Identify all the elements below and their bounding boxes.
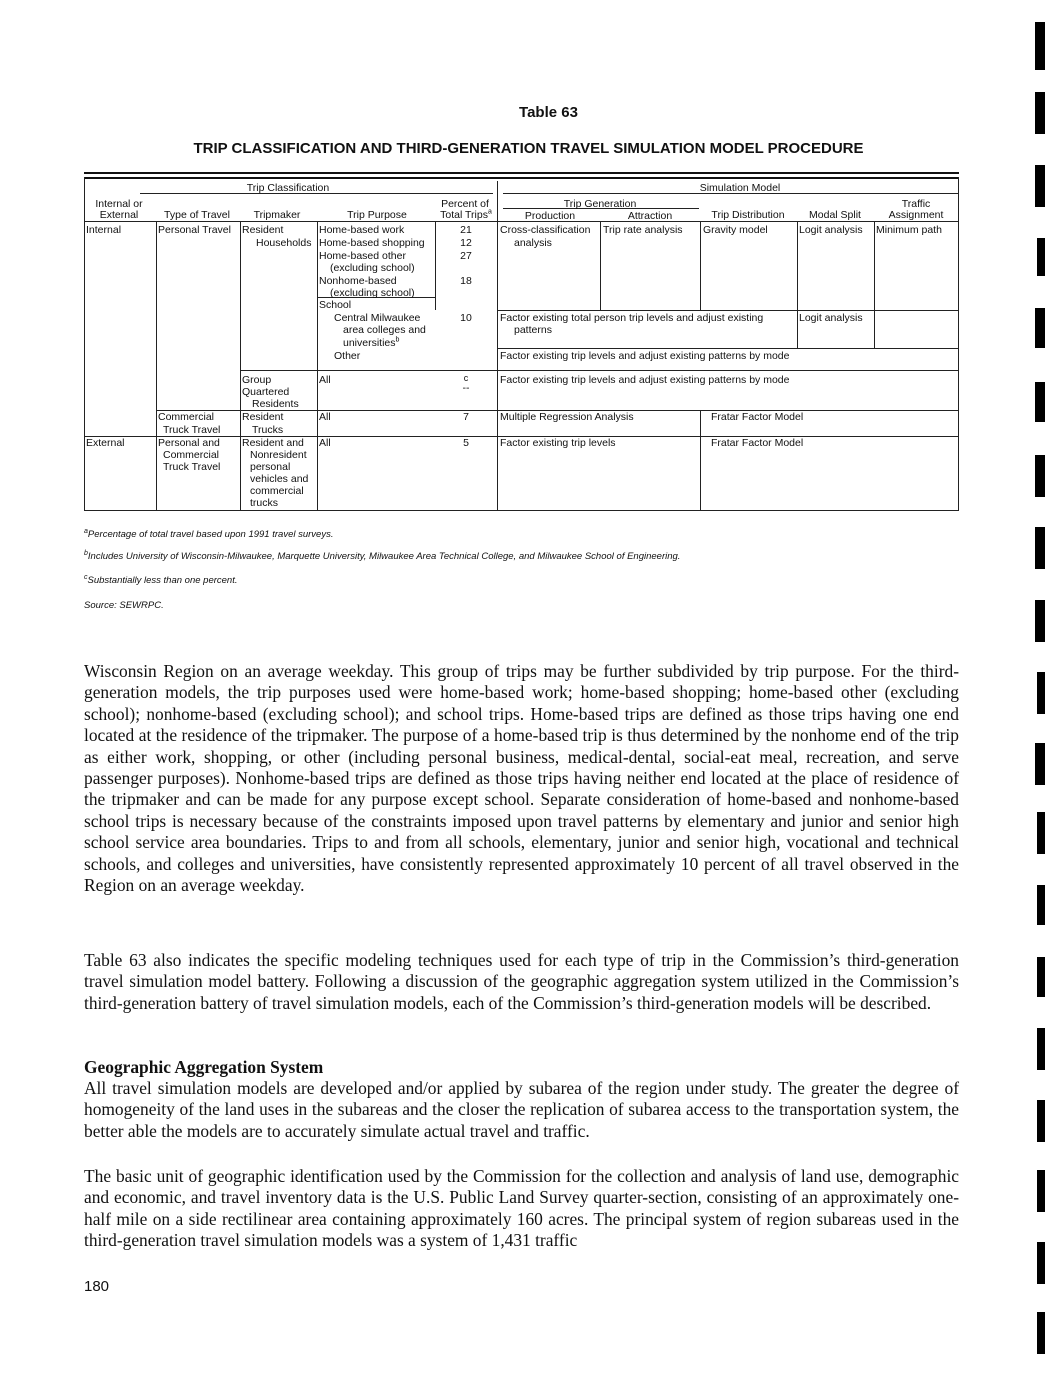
- cell-area-colleges: area colleges and: [343, 324, 426, 336]
- col-line-traffic: [874, 221, 875, 348]
- cell-hb-shopping: Home-based shopping: [319, 237, 425, 249]
- binding-mark: [1037, 1028, 1045, 1070]
- table-title: TRIP CLASSIFICATION AND THIRD-GENERATION TRAVEL SIMULATION MODEL PROCEDURE: [193, 140, 864, 157]
- cell-truck-travel: Truck Travel: [163, 424, 221, 436]
- cell-pct-7: 7: [463, 411, 469, 423]
- binding-mark: [1037, 1100, 1045, 1142]
- cell-personal-and: Personal and: [158, 437, 220, 449]
- binding-mark: [1035, 308, 1045, 348]
- cell-personal: personal: [250, 461, 291, 473]
- binding-mark: [1037, 957, 1045, 997]
- paragraph-subareas: All travel simulation models are developed and/or applied by subarea of the region under study. The greater the degree of homogeneity of the land uses in the subareas and the closer the replication of subarea access to the transportation system, the better able the models are to accurately simulate actual travel and traffic.: [84, 1078, 959, 1141]
- col-line-purpose: [317, 221, 318, 510]
- binding-mark: [1035, 92, 1045, 134]
- table-top-rule: [84, 172, 959, 174]
- section-heading: Geographic Aggregation System: [84, 1057, 324, 1077]
- cell-school: School: [319, 299, 352, 311]
- col-line-modal: [797, 221, 798, 310]
- cell-pct-10: 10: [460, 312, 472, 324]
- table-top-rule-2: [84, 177, 959, 179]
- cell-nonresident: Nonresident: [250, 449, 307, 461]
- table-border-left: [84, 177, 85, 510]
- binding-mark: [1035, 527, 1045, 569]
- binding-mark: [1035, 22, 1045, 70]
- binding-mark: [1037, 1242, 1045, 1284]
- cell-other: Other: [334, 350, 361, 362]
- cell-fratar-1: Fratar Factor Model: [711, 411, 804, 423]
- paragraph-table-reference: Table 63 also indicates the specific modeling techniques used for each type of trip in the Commission’s third-generation travel simulation model battery. Following a discussion of the geographic aggregation system utilized in the Commission’s third-generation battery of travel simulation models, each of the Commission’s third-generation models will be described.: [84, 950, 959, 1013]
- binding-mark: [1035, 382, 1045, 422]
- header-internal-or: Internal or: [95, 198, 143, 210]
- cell-personal-travel: Personal Travel: [158, 224, 231, 236]
- binding-mark: [1035, 165, 1045, 207]
- cell-logit: Logit analysis: [799, 224, 863, 236]
- col-line-distribution-2: [700, 410, 701, 510]
- cell-logit-2: Logit analysis: [799, 312, 863, 324]
- cell-excluding-school: (excluding school): [330, 262, 415, 274]
- header-traffic: Traffic: [901, 198, 931, 210]
- cell-central-milwaukee: Central Milwaukee: [334, 312, 421, 324]
- cell-vehicles-and: vehicles and: [250, 473, 309, 485]
- cell-internal: Internal: [86, 224, 122, 236]
- row-line-3: [240, 370, 958, 371]
- binding-mark: [1037, 1312, 1045, 1354]
- cell-fratar-2: Fratar Factor Model: [711, 437, 804, 449]
- cell-trip-rate: Trip rate analysis: [603, 224, 683, 236]
- cell-truck-travel-2: Truck Travel: [163, 461, 221, 473]
- header-type-of-travel: Type of Travel: [164, 209, 230, 221]
- cell-trucks-2: trucks: [250, 497, 279, 509]
- binding-mark: [1035, 455, 1045, 497]
- cell-resident: Resident: [242, 224, 284, 236]
- cell-excluding-school-2: (excluding school): [330, 287, 415, 299]
- cell-cross-classification: Cross-classification: [500, 224, 591, 236]
- cell-pct-27: 27: [460, 250, 472, 262]
- footnote-a: $^a$Percentage of total travel based upon 1991 travel surveys.: [84, 527, 334, 540]
- cell-hb-other: Home-based other: [319, 250, 406, 262]
- header-percent-of: Percent of: [441, 198, 489, 210]
- header-modal-split: Modal Split: [809, 209, 861, 221]
- col-line-type: [156, 221, 157, 510]
- cell-all-2: All: [319, 411, 331, 423]
- header-total-trips: Total Trips$^a$: [440, 208, 492, 221]
- cell-resident-and: Resident and: [242, 437, 304, 449]
- footnote-b: $^b$Includes University of Wisconsin-Milwaukee, Marquette University, Milwaukee Area Technical College, and Milwaukee School of Engineering.: [84, 549, 681, 562]
- cell-households: Households: [256, 237, 312, 249]
- binding-mark: [1037, 1170, 1045, 1212]
- cell-all-3: All: [319, 437, 331, 449]
- page-number: 180: [84, 1278, 110, 1295]
- header-external: External: [99, 209, 139, 221]
- header-trip-generation: Trip Generation: [563, 198, 637, 210]
- paragraph-quarter-section: The basic unit of geographic identification used by the Commission for the collection and analysis of land use, demographic and economic, and travel inventory data is the U.S. Public Land Survey quarter-section, consisting of an approximately one-half mile on a side rectilinear area containing approximately 160 acres. The principal system of region subareas used in the third-generation travel simulation models was a system of 1,431 traffic: [84, 1166, 959, 1251]
- cell-quartered: Quartered: [242, 386, 290, 398]
- header-production: Production: [524, 210, 576, 222]
- cell-factor-mode-2: Factor existing trip levels and adjust existing patterns by mode: [500, 374, 790, 386]
- binding-mark: [1037, 672, 1045, 714]
- cell-pct-18: 18: [460, 275, 472, 287]
- paragraph-trip-purposes: Wisconsin Region on an average weekday. This group of trips may be further subdivided by trip purpose. For the third-generation models, the trip purposes used were home-based work; home-based shopping; home-based other (excluding school); nonhome-based (excluding school); and school trips. Home-based trips are defined as those trips having one end located at the residence of the tripmaker. The purpose of a home-based trip is thus determined by the nonhome end of the trip as either work, shopping, or other (including personal business, medical-dental, social-eat meal, recreation, and serve passenger purposes). Nonhome-based trips are defined as those trips having neither end located at the place of residence of the tripmaker and can be made for any purpose except school. Separate consideration of home-based and nonhome-based school trips is necessary because of the constraints imposed upon travel patterns by elementary and junior and senior high school service area boundaries. Trips to and from all schools, elementary, junior and senior high, vocational and technical schools, and colleges and universities, have consistently represented approximately 10 percent of all travel observed in the Region on an average weekday.: [84, 661, 959, 896]
- binding-mark: [1035, 600, 1045, 642]
- header-assignment: Assignment: [888, 209, 944, 221]
- header-trip-distribution: Trip Distribution: [711, 209, 785, 221]
- cell-trucks: Trucks: [252, 424, 284, 436]
- cell-commercial-2: Commercial: [163, 449, 220, 461]
- table-number: Table 63: [519, 104, 578, 121]
- group-divider: [497, 181, 498, 510]
- header-attraction: Attraction: [627, 210, 673, 222]
- cell-pct-12: 12: [460, 237, 472, 249]
- cell-group: Group: [242, 374, 272, 386]
- cell-external: External: [86, 437, 125, 449]
- cell-hb-work: Home-based work: [319, 224, 405, 236]
- cell-analysis: analysis: [514, 237, 552, 249]
- col-line-attraction: [600, 221, 601, 310]
- row-line-1: [497, 310, 958, 311]
- cell-minimum-path: Minimum path: [876, 224, 942, 236]
- header-tripmaker: Tripmaker: [253, 209, 301, 221]
- table-source: Source: SEWRPC.: [84, 600, 164, 611]
- cell-resident-2: Resident: [242, 411, 284, 423]
- cell-patterns: patterns: [514, 324, 552, 336]
- binding-mark: [1037, 885, 1045, 925]
- cell-multiple-regression: Multiple Regression Analysis: [500, 411, 634, 423]
- binding-mark: [1037, 812, 1045, 854]
- header-simulation-model: Simulation Model: [699, 182, 781, 194]
- header-trip-purpose: Trip Purpose: [347, 209, 407, 221]
- col-line-tripmaker: [240, 221, 241, 510]
- cell-residents: Residents: [252, 398, 299, 410]
- footnote-c: $^c$Substantially less than one percent.: [84, 573, 238, 586]
- cell-factor-mode: Factor existing trip levels and adjust existing patterns by mode: [500, 350, 790, 362]
- cell-pct-c-dash: --: [462, 382, 470, 394]
- cell-pct-21: 21: [460, 224, 472, 236]
- cell-all-1: All: [319, 374, 331, 386]
- col-line-modal-2: [797, 310, 798, 348]
- cell-pct-c: c: [463, 373, 469, 383]
- cell-universities: universities$^b$: [343, 336, 400, 349]
- cell-gravity: Gravity model: [703, 224, 768, 236]
- col-line-distribution: [700, 221, 701, 310]
- header-trip-classification: Trip Classification: [246, 182, 330, 194]
- cell-commercial: Commercial: [158, 411, 215, 423]
- table-border-bottom: [84, 510, 959, 511]
- cell-pct-5: 5: [463, 437, 469, 449]
- binding-mark: [1037, 238, 1045, 276]
- cell-factor-total: Factor existing total person trip levels and adjust existing: [500, 312, 764, 324]
- table-border-right: [958, 177, 959, 510]
- binding-mark: [1035, 743, 1045, 785]
- row-line-2: [497, 348, 958, 349]
- cell-commercial-3: commercial: [250, 485, 304, 497]
- cell-nonhome-based: Nonhome-based: [319, 275, 397, 287]
- cell-factor-levels: Factor existing trip levels: [500, 437, 616, 449]
